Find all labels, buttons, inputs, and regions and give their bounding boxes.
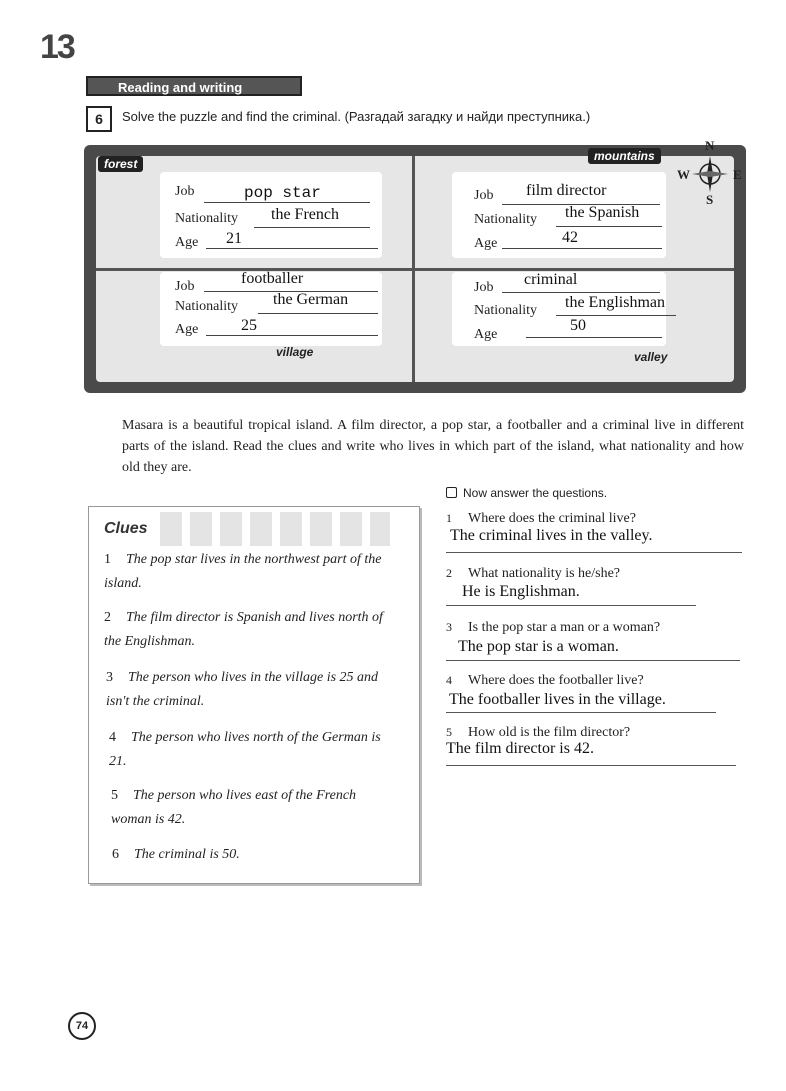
sw-nationality-label: Nationality <box>175 299 238 314</box>
question-item: 4 Where does the footballer live? <box>446 673 644 688</box>
compass-north: N <box>705 138 715 153</box>
unit-number: 13 <box>40 28 74 66</box>
questions-heading: Now answer the questions. <box>446 486 607 500</box>
answer-text: The film director is 42. <box>446 740 594 757</box>
answer-text: The footballer lives in the village. <box>449 691 666 708</box>
se-nationality-line <box>556 314 676 316</box>
nw-age-label: Age <box>175 235 199 250</box>
answer-line <box>446 711 716 713</box>
sw-job-answer: footballer <box>241 270 304 287</box>
sw-nationality-line <box>258 312 378 314</box>
question-item: 3 Is the pop star a man or a woman? <box>446 620 661 635</box>
se-nationality-answer: the Englishman <box>565 294 665 311</box>
compass-south: S <box>706 192 714 207</box>
map-label-forest: forest <box>98 156 143 172</box>
clue-item: 6 The criminal is 50. <box>112 847 240 862</box>
section-title: Reading and writing <box>86 76 302 96</box>
ne-nationality-line <box>556 225 662 227</box>
nw-nationality-label: Nationality <box>175 211 238 226</box>
nw-job-answer: pop star <box>244 184 321 202</box>
se-job-line <box>502 291 660 293</box>
ne-age-line <box>502 247 662 249</box>
map-label-village: village <box>276 345 314 359</box>
page-number: 74 <box>68 1012 96 1040</box>
nw-nationality-line <box>254 226 370 228</box>
answer-line <box>446 659 740 661</box>
question-item: 5 How old is the film director? <box>446 725 631 740</box>
se-age-label: Age <box>474 327 498 342</box>
clues-title: Clues <box>104 520 148 537</box>
answer-line <box>446 551 742 553</box>
clue-item: 3 The person who lives in the village is 25 and isn't the criminal. <box>106 670 379 709</box>
sw-age-answer: 25 <box>241 317 257 334</box>
ne-job-label: Job <box>474 188 494 203</box>
answer-text: The pop star is a woman. <box>458 638 619 655</box>
clue-item: 5 The person who lives east of the French woman is 42. <box>111 788 357 827</box>
ne-age-label: Age <box>474 236 498 251</box>
answer-line <box>446 764 736 766</box>
clues-decoration <box>160 512 390 546</box>
answer-text: The criminal lives in the valley. <box>450 527 653 544</box>
map-horizontal-divider <box>96 268 734 271</box>
ne-job-answer: film director <box>526 182 607 199</box>
sw-age-label: Age <box>175 322 199 337</box>
map-vertical-divider <box>412 156 415 382</box>
answer-text: He is Englishman. <box>462 583 580 600</box>
answer-line <box>446 604 696 606</box>
compass-east: E <box>733 167 742 182</box>
se-job-answer: criminal <box>524 271 578 288</box>
ne-nationality-label: Nationality <box>474 212 537 227</box>
clue-item: 1 The pop star lives in the northwest part of the island. <box>104 552 382 591</box>
question-item: 2 What nationality is he/she? <box>446 566 621 581</box>
nw-nationality-answer: the French <box>271 206 339 223</box>
nw-job-label: Job <box>175 184 195 199</box>
clue-item: 2 The film director is Spanish and lives north of the Englishman. <box>104 610 383 649</box>
question-item: 1 Where does the criminal live? <box>446 511 636 526</box>
compass-west: W <box>677 167 690 182</box>
se-age-line <box>526 336 662 338</box>
clue-item: 4 The person who lives north of the German is 21. <box>109 730 381 769</box>
sw-job-label: Job <box>175 279 195 294</box>
intro-paragraph: Masara is a beautiful tropical island. A film director, a pop star, a footballer and a criminal live in different parts of the island. Read the clues and write who lives in which part of the island, what nationality and how old they are. <box>122 418 744 475</box>
task-number: 6 <box>86 106 112 132</box>
sw-nationality-answer: the German <box>273 291 349 308</box>
sw-age-line <box>206 334 378 336</box>
se-nationality-label: Nationality <box>474 303 537 318</box>
map-label-valley: valley <box>634 350 668 364</box>
map-label-mountains: mountains <box>588 148 661 164</box>
se-age-answer: 50 <box>570 317 586 334</box>
checkbox-icon <box>446 487 457 498</box>
task-instruction: Solve the puzzle and find the criminal. (Разгадай загадку и найди преступника.) <box>122 109 591 124</box>
nw-age-answer: 21 <box>226 230 242 247</box>
ne-age-answer: 42 <box>562 229 578 246</box>
ne-nationality-answer: the Spanish <box>565 204 640 221</box>
se-job-label: Job <box>474 280 494 295</box>
